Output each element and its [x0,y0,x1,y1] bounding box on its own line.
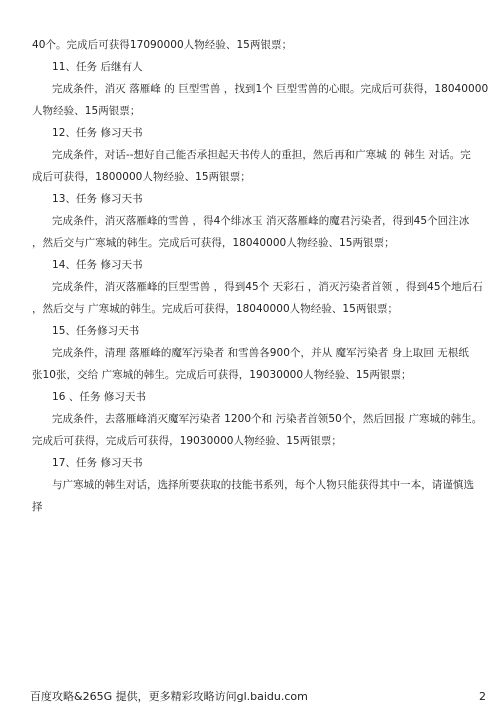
text-line: 完成条件，消灭 落雁峰 的 巨型雪兽 ，找到1个 巨型雪兽的心眼。完成后可获得，18040000 [52,83,489,95]
text-line: 完成条件，去落雁峰消灭魔军污染者 1200个和 污染者首领50个，然后回报 广寒城的韩生。 [52,413,483,425]
footer-source-text: 百度攻略&265G 提供，更多精彩攻略访问gl.baidu.com [30,690,308,703]
task-heading: 17、任务 修习天书 [52,457,143,469]
text-line: 张10张，交给 广寒城的韩生。完成后可获得，19030000人物经验、15两银票； [32,369,412,381]
text-line: 完成条件，消灭落雁峰的巨型雪兽 ，得到45个 天彩石 ，消灭污染者首领 ，得到45个地后石 [52,281,483,293]
task-heading: 15、任务修习天书 [52,325,140,337]
task-heading: 14、任务 修习天书 [52,259,143,271]
text-line: 完成条件，对话--想好自己能否承担起天书传人的重担，然后再和广寒城 的 韩生 对话。完 [52,149,471,161]
page-number: 2 [479,690,486,703]
task-heading: 11、任务 后继有人 [52,61,143,73]
text-line: 完成条件，消灭落雁峰的雪兽 ，得4个绯冰玉 消灭落雁峰的魔君污染者，得到45个回注冰 [52,215,470,227]
text-line: 择 [32,501,43,513]
text-line: 成后可获得，1800000人物经验、15两银票； [32,171,251,183]
text-line: 完成条件，清理 落雁峰的魔军污染者 和雪兽各900个，并从 魔军污染者 身上取回 无根纸 [52,347,469,359]
task-heading: 13、任务 修习天书 [52,193,143,205]
text-line: 人物经验、15两银票； [32,105,141,117]
text-line: 40个。完成后可获得17090000人物经验、15两银票； [32,39,293,51]
text-line: ，然后交与广寒城的韩生。完成后可获得，18040000人物经验、15两银票； [32,237,395,249]
document-body [32,34,489,518]
text-line: ，然后交与 广寒城的韩生。完成后可获得，18040000人物经验、15两银票； [32,303,399,315]
text-line: 完成后可获得，完成后可获得，19030000人物经验、15两银票； [32,435,342,447]
task-heading: 12、任务 修习天书 [52,127,143,139]
task-heading: 16 、任务 修习天书 [52,391,147,403]
text-line: 与广寒城的韩生对话，选择所要获取的技能书系列，每个人物只能获得其中一本，请谨慎选 [52,479,474,491]
